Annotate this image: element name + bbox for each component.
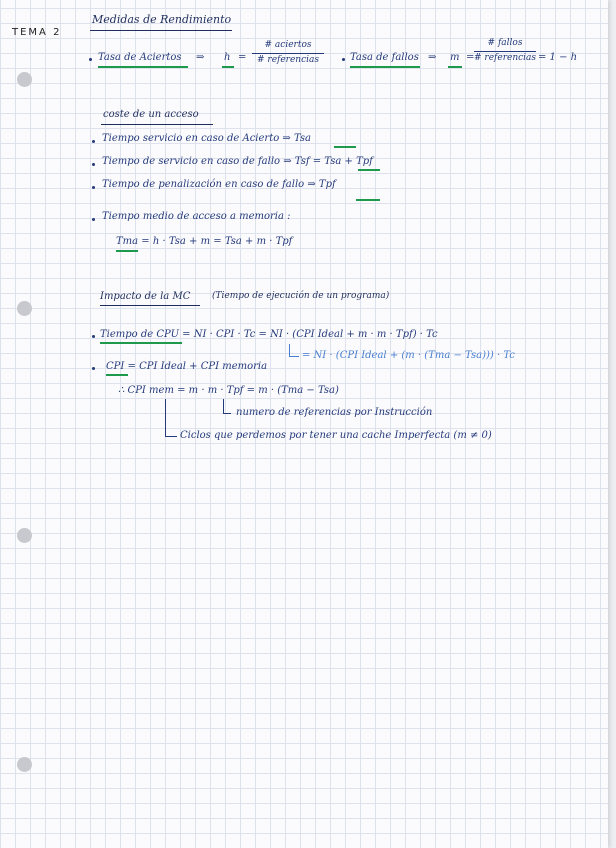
hit-fraction xyxy=(252,41,324,66)
impacto-underline xyxy=(100,305,200,306)
tma-underline xyxy=(116,250,138,252)
title-underline xyxy=(90,30,232,31)
hit-rate-underline xyxy=(98,66,188,68)
tpf-underline xyxy=(356,199,380,201)
tiempo-medio-formula: Tma = h · Tsa + m = Tsa + m · Tpf xyxy=(116,236,293,247)
coste-underline xyxy=(101,124,213,125)
note-referencias: numero de referencias por Instrucción xyxy=(236,407,433,418)
cpi-underline xyxy=(106,374,128,376)
tsa-underline xyxy=(334,146,356,148)
binder-hole xyxy=(17,301,32,316)
equals: = xyxy=(238,52,247,63)
branch-line xyxy=(223,413,231,414)
section-subtitle-impacto: (Tiempo de ejecución de un programa) xyxy=(212,291,390,301)
bullet xyxy=(342,58,345,61)
miss-numerator: # fallos xyxy=(487,38,523,48)
branch-line xyxy=(289,344,290,356)
bullet xyxy=(92,140,95,143)
miss-fraction xyxy=(474,39,536,64)
arrow: ⇒ xyxy=(428,52,437,63)
cpi-formula: CPI = CPI Ideal + CPI memoria xyxy=(106,361,268,372)
miss-result: = 1 − h xyxy=(538,52,578,63)
tema-label: TEMA 2 xyxy=(12,27,62,38)
tcpu-formula: Tiempo de CPU = NI · CPI · Tc = NI · (CPI Ideal + m · m · Tpf) · Tc xyxy=(100,329,438,340)
bullet xyxy=(92,335,95,338)
binder-hole xyxy=(17,757,32,772)
tcpu-alt-formula: = NI · (CPI Ideal + (m · (Tma − Tsa))) · Tc xyxy=(302,350,515,361)
miss-denominator: # referencias xyxy=(474,52,537,63)
miss-rate-underline xyxy=(350,66,420,68)
miss-rate-label: Tasa de fallos xyxy=(350,52,419,63)
tsf-underline xyxy=(358,169,380,171)
bullet xyxy=(92,367,95,370)
hit-symbol: h xyxy=(224,52,231,63)
branch-line xyxy=(223,399,224,413)
tcpu-underline xyxy=(100,342,182,344)
h-underline xyxy=(222,66,234,68)
m-underline xyxy=(448,66,462,68)
coste-item-1: Tiempo servicio en caso de Acierto ⇒ Tsa xyxy=(102,133,312,144)
arrow: ⇒ xyxy=(196,52,205,63)
section-title-impacto: Impacto de la MC xyxy=(100,291,191,302)
hit-denominator: # referencias xyxy=(256,54,319,65)
binder-hole xyxy=(17,72,32,87)
tiempo-medio-label: Tiempo medio de acceso a memoria : xyxy=(102,211,291,222)
bullet xyxy=(92,218,95,221)
hit-numerator: # aciertos xyxy=(264,40,312,50)
bullet xyxy=(89,58,92,61)
page-title: Medidas de Rendimiento xyxy=(92,13,232,26)
note-ciclos: Ciclos que perdemos por tener una cache Imperfecta (m ≠ 0) xyxy=(180,430,492,441)
section-title-coste: coste de un acceso xyxy=(103,109,199,120)
binder-hole xyxy=(17,528,32,543)
branch-line xyxy=(165,399,166,436)
branch-line xyxy=(165,436,177,437)
hit-rate-label: Tasa de Aciertos xyxy=(98,52,182,63)
coste-item-3: Tiempo de penalización en caso de fallo ⇒ Tpf xyxy=(102,179,336,190)
miss-symbol: m xyxy=(450,52,460,63)
coste-item-2: Tiempo de servicio en caso de fallo ⇒ Tsf = Tsa + Tpf xyxy=(102,156,373,167)
bullet xyxy=(92,186,95,189)
cpimem-formula: ∴ CPI mem = m · m · Tpf = m · (Tma − Tsa) xyxy=(118,385,339,396)
bullet xyxy=(92,163,95,166)
branch-line xyxy=(289,356,299,357)
equals: = xyxy=(466,52,475,63)
